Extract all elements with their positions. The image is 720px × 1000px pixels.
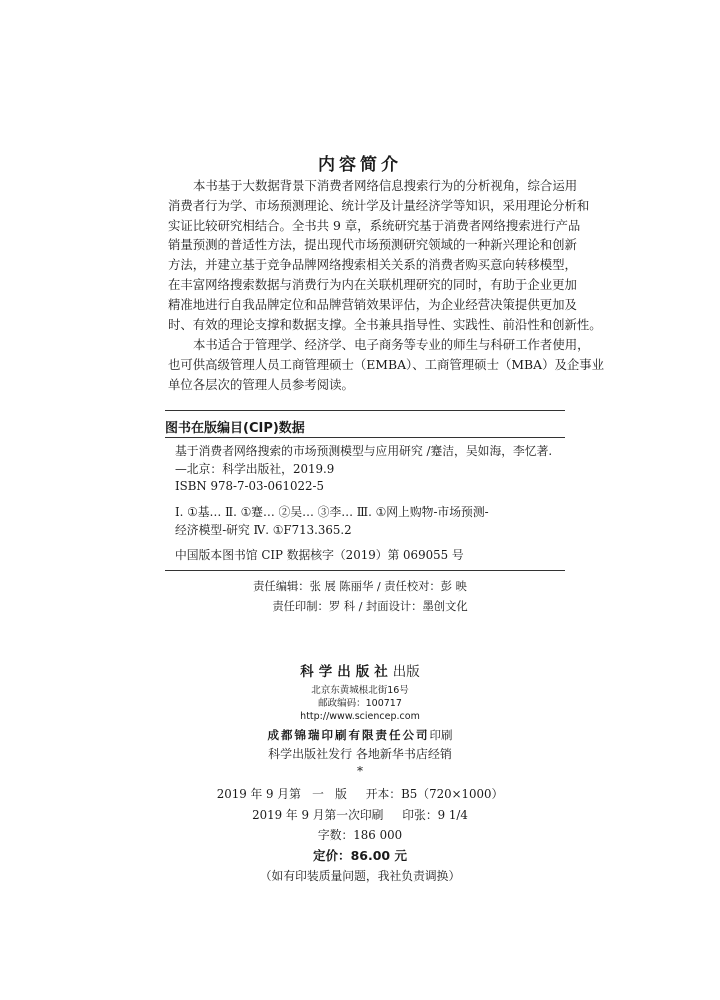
printer-name xyxy=(0,727,720,743)
cip-title-line: 基于消费者网络搜索的市场预测模型与应用研究 /蹇洁，吴如海，李忆著. xyxy=(175,444,553,458)
intro-p1-line: 方法，并建立基于竞争品牌网络搜索相关关系的消费者购买意向转移模型， xyxy=(168,257,577,273)
cip-publisher-line: —北京：科学出版社，2019.9 xyxy=(175,461,335,476)
credits xyxy=(0,577,720,617)
printer-block xyxy=(0,727,720,743)
spec-printing: 2019 年 9 月第一次印刷 印张：9 1/4 xyxy=(252,807,468,822)
printer-suffix: 印刷 xyxy=(429,728,453,742)
cip-heading: 图书在版编目(CIP)数据 xyxy=(165,421,305,436)
cip-class-line: 经济模型-研究 Ⅳ. ①F713.365.2 xyxy=(175,522,352,537)
cip-record xyxy=(175,443,595,496)
cip-library-note-text: 中国版本图书馆 CIP 数据核字（2019）第 069055 号 xyxy=(175,548,464,562)
intro-p1-line: 实证比较研究相结合。全书共 9 章，系统研究基于消费者网络搜索进行产品 xyxy=(168,217,581,233)
spec-wordcount: 字数：186 000 xyxy=(317,828,403,842)
publisher-name-suffix: 出版 xyxy=(392,664,420,680)
publisher-website: http://www.sciencep.com xyxy=(300,711,420,722)
publisher-address: 北京东黄城根北街16号 xyxy=(311,685,409,696)
spec-edition: 2019 年 9 月第 一 版 开本：B5（720×1000） xyxy=(216,787,504,801)
intro-paragraph-2 xyxy=(168,335,720,394)
price-value: 86.00 元 xyxy=(350,847,407,863)
cip-isbn-line: ISBN 978-7-03-061022-5 xyxy=(175,479,324,493)
distribution-line: 科学出版社发行 各地新华书店经销 xyxy=(268,747,452,761)
cip-classification xyxy=(175,504,595,539)
book-specs xyxy=(0,784,720,887)
star-separator: * xyxy=(357,764,363,778)
intro-p1-line: 消费者行为学、市场预测理论、统计学及计量经济学等知识，采用理论分析和 xyxy=(168,197,590,213)
intro-p1-line: 销量预测的普适性方法，提出现代市场预测研究领域的一种新兴理论和创新 xyxy=(168,237,577,253)
publisher-postcode: 邮政编码：100717 xyxy=(318,698,402,709)
divider-under-heading xyxy=(165,437,565,438)
intro-p2-line: 本书适合于管理学、经济学、电子商务等专业的师生与科研工作者使用， xyxy=(193,337,590,352)
intro-p1-line: 本书基于大数据背景下消费者网络信息搜索行为的分析视角，综合运用 xyxy=(193,178,578,193)
divider-bottom xyxy=(165,570,565,571)
intro-p1-line: 在丰富网络搜索数据与消费行为内在关联机理研究的同时，有助于企业更加 xyxy=(168,276,577,292)
price-label: 定价： xyxy=(313,847,351,863)
intro-p2-line: 也可供高级管理人员工商管理硕士（EMBA）、工商管理硕士（MBA）及企事业 xyxy=(168,356,605,372)
credits-print-cover: 责任印制：罗 科 / 封面设计：墨创文化 xyxy=(272,600,468,613)
intro-p2-line: 单位各层次的管理人员参考阅读。 xyxy=(168,376,354,392)
intro-p1-line: 精准地进行自我品牌定位和品牌营销效果评估，为企业经营决策提供更加及 xyxy=(168,296,577,312)
publisher-block xyxy=(0,660,720,680)
intro-paragraph-1 xyxy=(168,176,720,334)
publisher-name xyxy=(0,660,720,680)
intro-title: 内容简介 xyxy=(318,155,402,175)
cip-class-line: Ⅰ. ①基… Ⅱ. ①蹇… ②吴… ③李… Ⅲ. ①网上购物-市场预测- xyxy=(175,505,489,519)
divider-top xyxy=(165,410,565,411)
distribution-block xyxy=(0,744,720,778)
publisher-contact xyxy=(0,684,720,723)
publisher-name-text: 科学出版社 xyxy=(300,664,393,680)
credits-editors: 责任编辑：张 展 陈丽华 / 责任校对：彭 映 xyxy=(253,580,467,593)
spec-price xyxy=(0,846,720,867)
printer-name-text: 成都锦瑞印刷有限责任公司 xyxy=(267,728,430,742)
spec-note: （如有印装质量问题，我社负责调换） xyxy=(259,869,461,883)
intro-p1-line: 时、有效的理论支撑和数据支撑。全书兼具指导性、实践性、前沿性和创新性。 xyxy=(168,316,602,332)
cip-library-note xyxy=(175,547,595,565)
